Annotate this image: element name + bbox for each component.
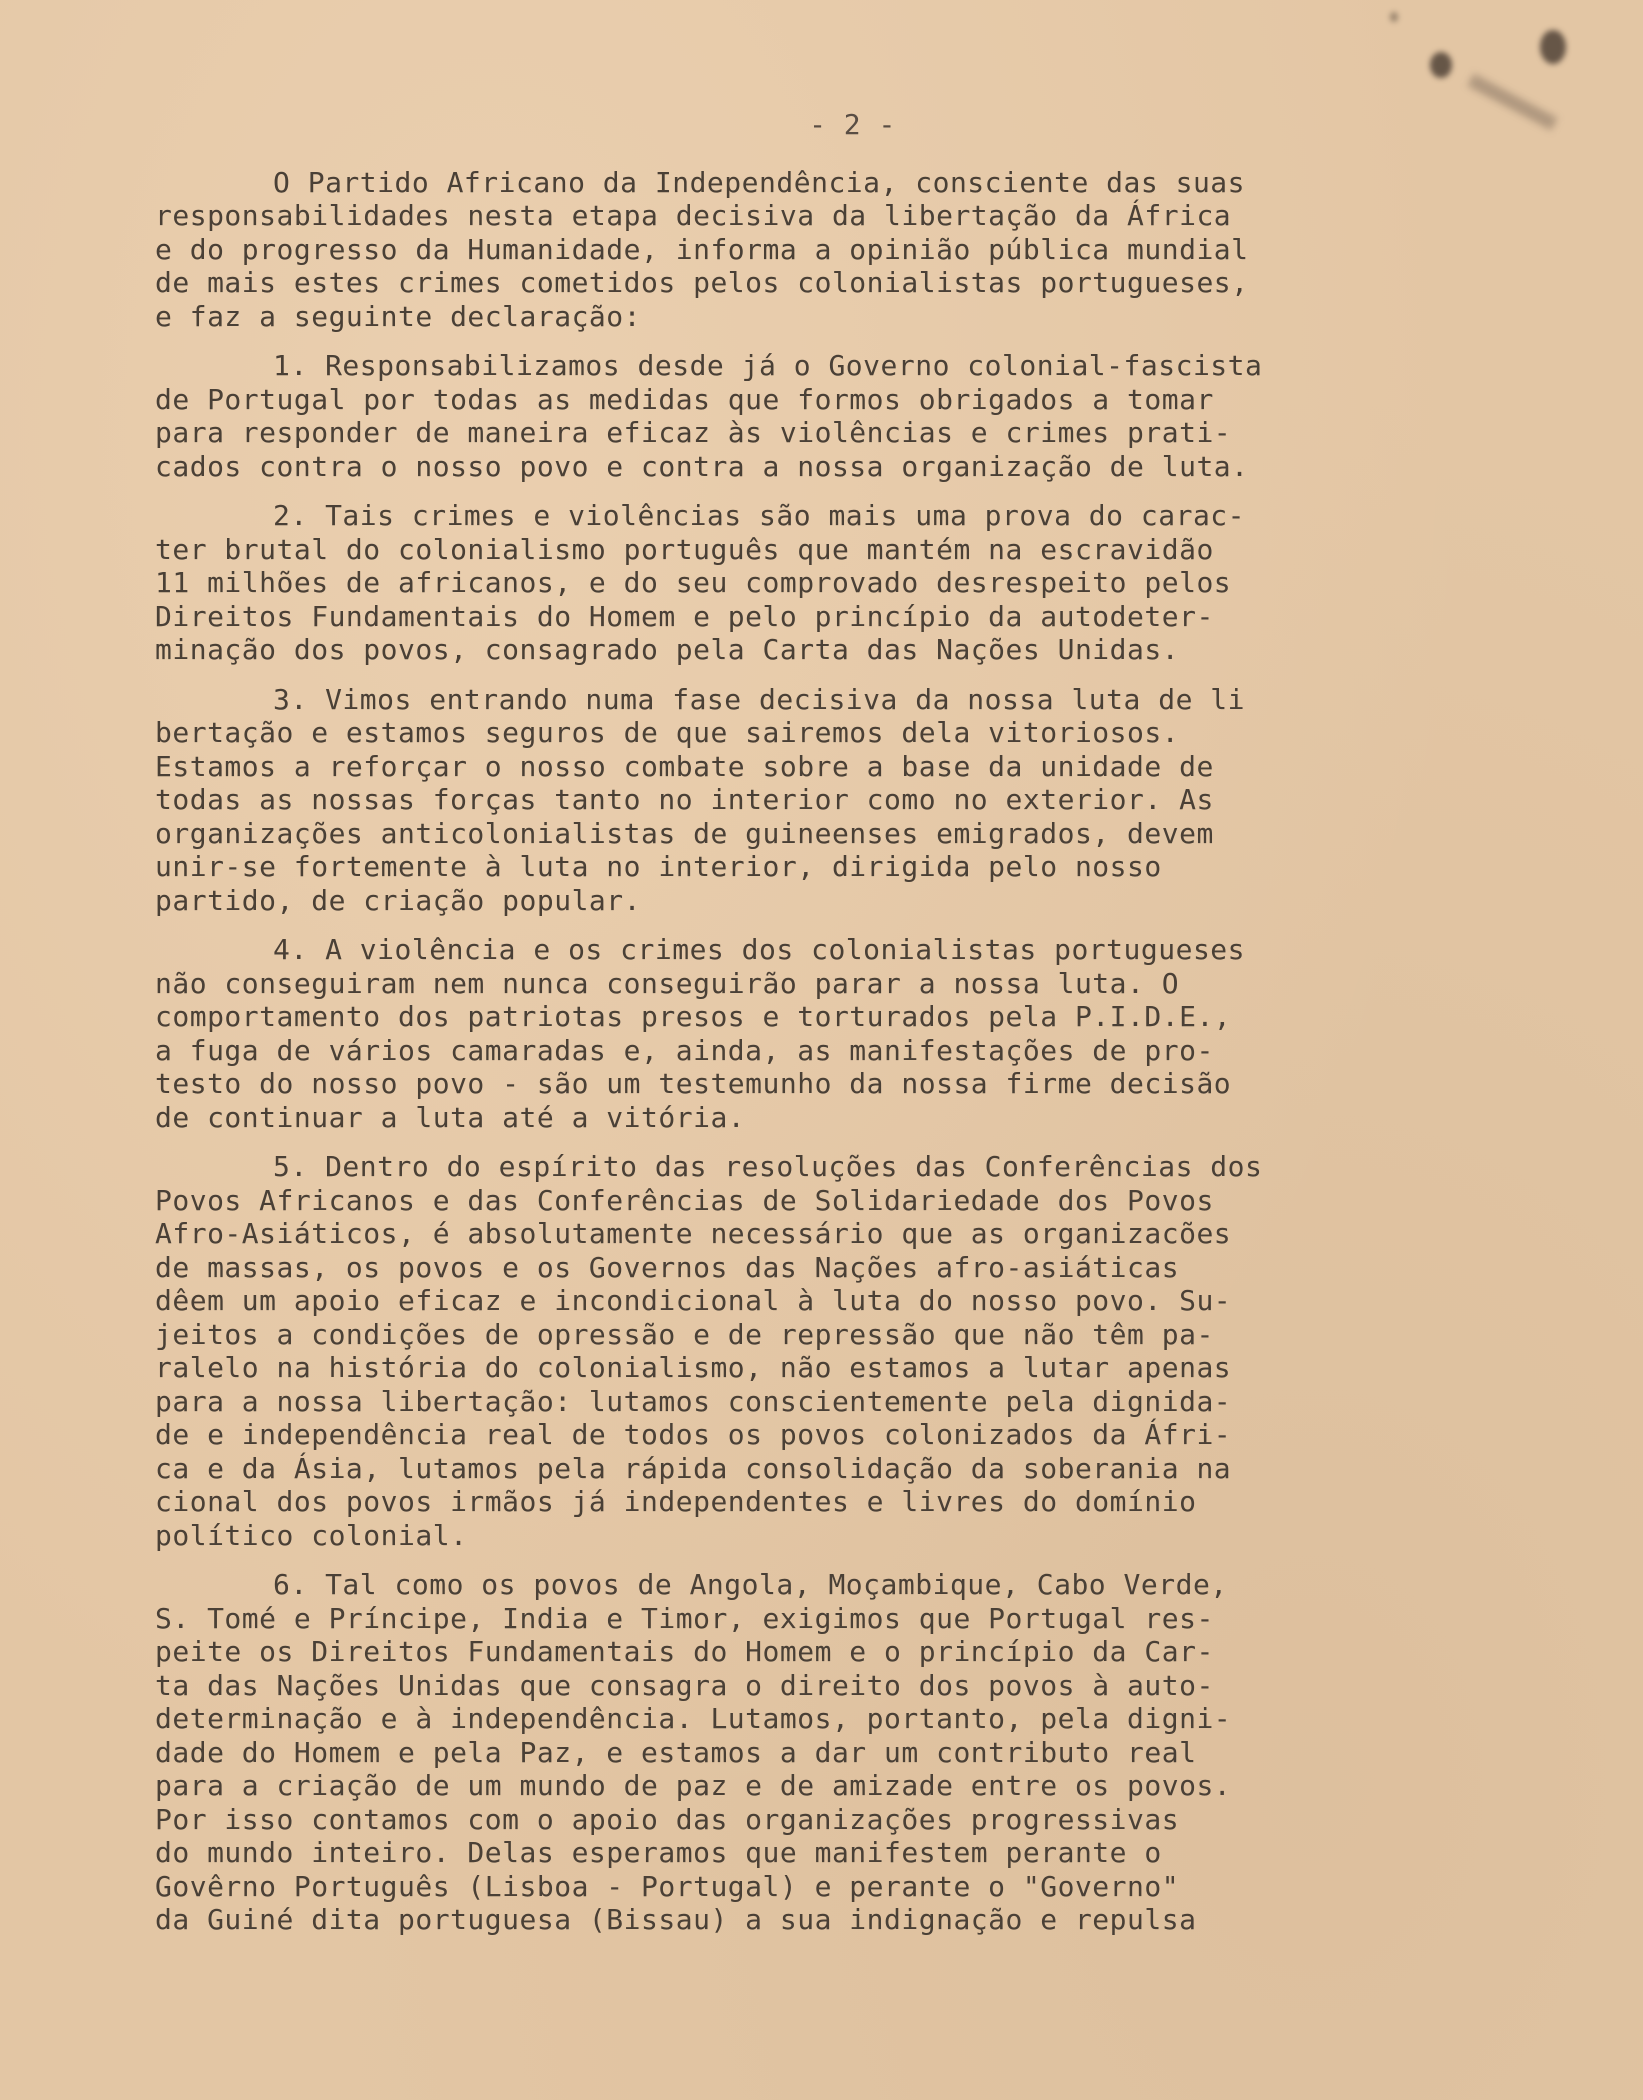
text-line: 4. A violência e os crimes dos colonialistas portugueses	[273, 933, 1246, 966]
paragraph-4	[155, 683, 1455, 918]
ink-stain	[1390, 12, 1398, 22]
paragraph-2	[155, 349, 1455, 483]
text-line: todas as nossas forças tanto no interior como no exterior. As	[155, 783, 1214, 816]
paragraph-1	[155, 166, 1455, 334]
ink-stain	[1540, 30, 1566, 64]
paragraph-6	[155, 1150, 1455, 1552]
text-line: do mundo inteiro. Delas esperamos que manifestem perante o	[155, 1836, 1162, 1869]
text-line: unir-se fortemente à luta no interior, dirigida pelo nosso	[155, 850, 1162, 883]
text-line: bertação e estamos seguros de que sairemos dela vitoriosos.	[155, 716, 1180, 749]
text-line: dêem um apoio eficaz e incondicional à luta do nosso povo. Su-	[155, 1284, 1232, 1317]
text-line: Por isso contamos com o apoio das organizações progressivas	[155, 1802, 1180, 1836]
text-line: de mais estes crimes cometidos pelos colonialistas portugueses,	[155, 266, 1249, 299]
text-line: da Guiné dita portuguesa (Bissau) a sua indignação e repulsa	[155, 1903, 1197, 1936]
text-line: de e independência real de todos os povos colonizados da Áfri-	[155, 1418, 1232, 1451]
typed-text-body	[155, 108, 1455, 1953]
text-line: partido, de criação popular.	[155, 883, 642, 917]
text-line: jeitos a condições de opressão e de repressão que não têm pa-	[155, 1317, 1214, 1351]
page-number: - 2 -	[809, 108, 896, 141]
text-line: cados contra o nosso povo e contra a nossa organização de luta.	[155, 449, 1249, 483]
text-line: 6. Tal como os povos de Angola, Moçambique, Cabo Verde,	[273, 1568, 1228, 1601]
text-line: minação dos povos, consagrado pela Carta das Nações Unidas.	[155, 633, 1180, 666]
paragraph-5	[155, 933, 1455, 1134]
text-line: ca e da Ásia, lutamos pela rápida consolidação da soberania na	[155, 1451, 1232, 1485]
ink-smear	[1467, 74, 1557, 131]
text-line: a fuga de vários camaradas e, ainda, as manifestações de pro-	[155, 1033, 1214, 1067]
text-line: testo do nosso povo - são um testemunho da nossa firme decisão	[155, 1067, 1232, 1100]
text-line: S. Tomé e Príncipe, India e Timor, exigimos que Portugal res-	[155, 1601, 1214, 1635]
text-line: dade do Homem e pela Paz, e estamos a dar um contributo real	[155, 1735, 1197, 1769]
text-line: e do progresso da Humanidade, informa a opinião pública mundial	[155, 232, 1249, 266]
text-line: para a nossa libertação: lutamos conscientemente pela dignida-	[155, 1384, 1232, 1418]
text-line: político colonial.	[155, 1518, 468, 1552]
text-line: ralelo na história do colonialismo, não estamos a lutar apenas	[155, 1351, 1232, 1384]
text-line: 3. Vimos entrando numa fase decisiva da nossa luta de li	[273, 682, 1246, 716]
text-line: Afro-Asiáticos, é absolutamente necessário que as organizacões	[155, 1217, 1232, 1250]
text-line: Govêrno Português (Lisboa - Portugal) e perante o "Governo"	[155, 1869, 1180, 1903]
text-line: para a criação de um mundo de paz e de amizade entre os povos.	[155, 1769, 1232, 1802]
paragraph-7	[155, 1568, 1455, 1937]
text-line: ta das Nações Unidas que consagra o direito dos povos à auto-	[155, 1668, 1214, 1702]
paragraph-list	[155, 166, 1455, 1937]
paragraph-3	[155, 499, 1455, 667]
text-line: ter brutal do colonialismo português que mantém na escravidão	[155, 532, 1214, 566]
text-line: 2. Tais crimes e violências são mais uma prova do carac-	[273, 499, 1246, 532]
text-line: de massas, os povos e os Governos das Nações afro-asiáticas	[155, 1250, 1180, 1284]
text-line: determinação e à independência. Lutamos, portanto, pela digni-	[155, 1702, 1232, 1735]
text-line: 5. Dentro do espírito das resoluções das Conferências dos	[273, 1150, 1263, 1183]
text-line: responsabilidades nesta etapa decisiva da libertação da África	[155, 199, 1232, 232]
text-line: não conseguiram nem nunca conseguirão parar a nossa luta. O	[155, 966, 1180, 1000]
text-line: peite os Direitos Fundamentais do Homem e o princípio da Car-	[155, 1635, 1214, 1668]
text-line: O Partido Africano da Independência, consciente das suas	[273, 165, 1246, 199]
text-line: e faz a seguinte declaração:	[155, 299, 642, 333]
text-line: Direitos Fundamentais do Homem e pelo princípio da autodeter-	[155, 599, 1214, 633]
text-line: para responder de maneira eficaz às violências e crimes prati-	[155, 416, 1232, 449]
text-line: organizações anticolonialistas de guineenses emigrados, devem	[155, 816, 1214, 850]
text-line: de Portugal por todas as medidas que formos obrigados a tomar	[155, 382, 1214, 416]
text-line: cional dos povos irmãos já independentes e livres do domínio	[155, 1485, 1197, 1518]
text-line: 1. Responsabilizamos desde já o Governo colonial-fascista	[273, 349, 1263, 382]
ink-stain	[1430, 52, 1452, 78]
text-line: Povos Africanos e das Conferências de Solidariedade dos Povos	[155, 1183, 1214, 1217]
text-line: Estamos a reforçar o nosso combate sobre a base da unidade de	[155, 749, 1214, 783]
text-line: 11 milhões de africanos, e do seu comprovado desrespeito pelos	[155, 566, 1232, 599]
text-line: de continuar a luta até a vitória.	[155, 1100, 746, 1134]
text-line: comportamento dos patriotas presos e torturados pela P.I.D.E.,	[155, 1000, 1232, 1033]
